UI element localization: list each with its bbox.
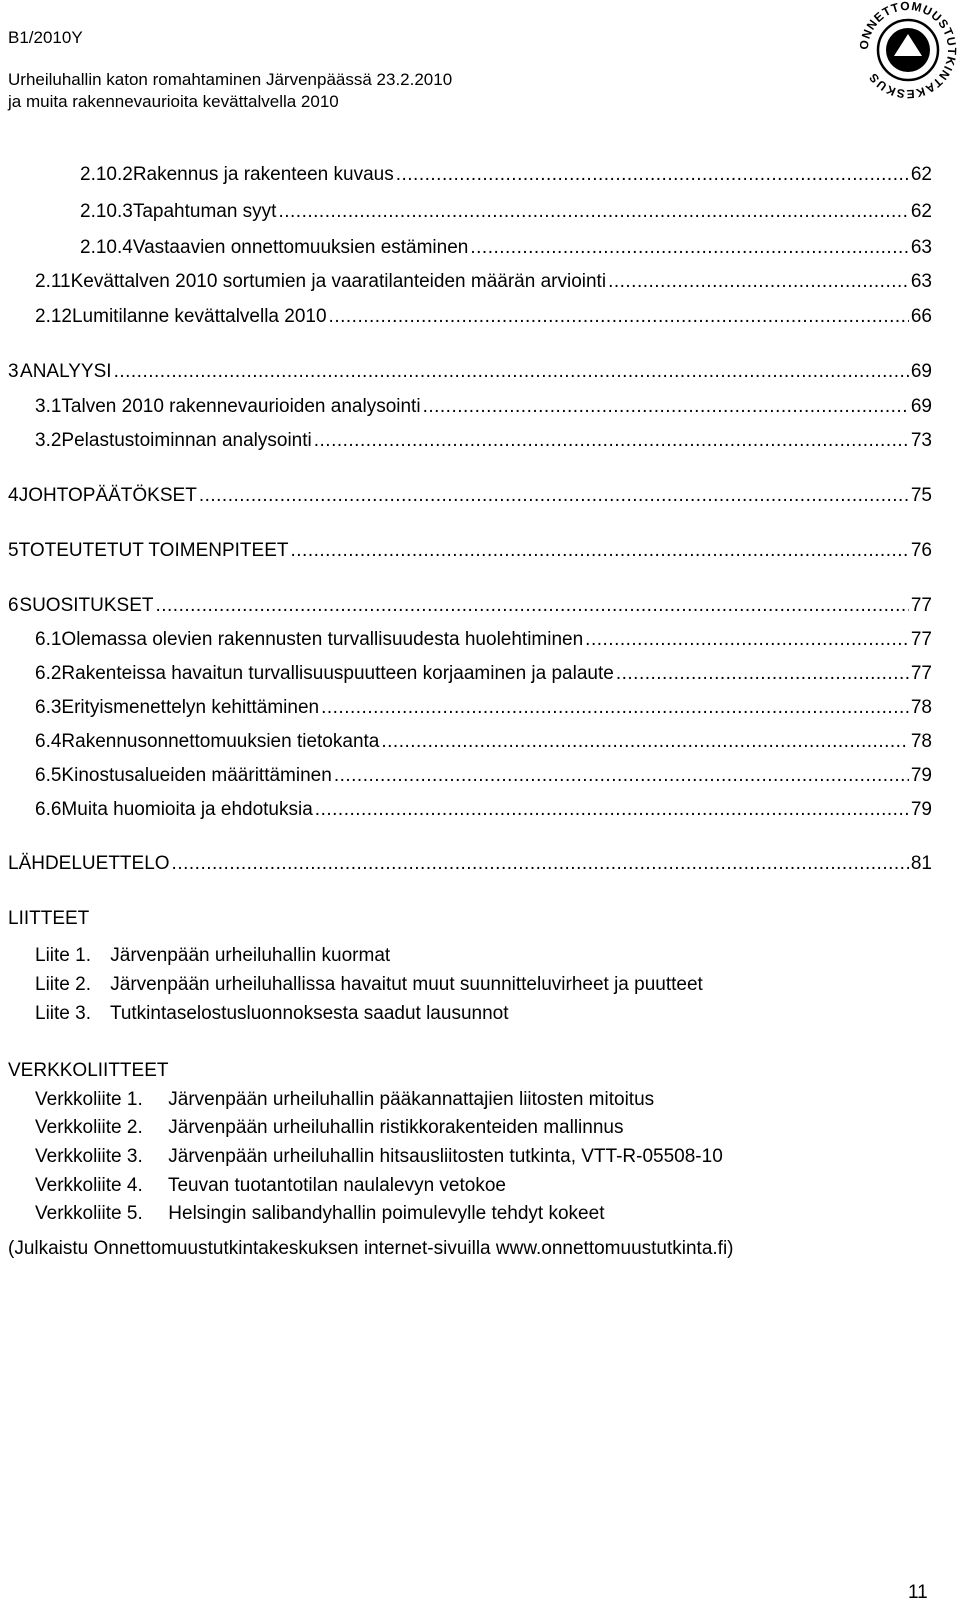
toc-page: 78 xyxy=(910,731,932,752)
toc-page: 63 xyxy=(910,237,932,258)
toc-page: 73 xyxy=(910,430,932,451)
toc-leader xyxy=(585,629,909,651)
toc-page: 77 xyxy=(910,629,932,650)
toc-leader xyxy=(290,540,908,562)
toc-leader xyxy=(155,595,908,617)
toc-entry[interactable] xyxy=(8,540,932,562)
toc-label: Muita huomioita ja ehdotuksia xyxy=(61,799,313,820)
toc-entry[interactable] xyxy=(35,799,932,821)
page-number: 11 xyxy=(908,1582,928,1603)
toc-page: 79 xyxy=(910,799,932,820)
toc-entry[interactable] xyxy=(35,765,932,787)
toc-page: 66 xyxy=(910,306,932,327)
toc-label: Vastaavien onnettomuuksien estäminen xyxy=(132,237,469,258)
toc-page: 62 xyxy=(910,201,932,222)
header-title-line1: Urheiluhallin katon romahtaminen Järvenpäässä 23.2.2010 xyxy=(8,70,453,89)
appendix-item[interactable] xyxy=(35,945,390,967)
toc-page: 75 xyxy=(910,485,932,506)
toc-entry[interactable] xyxy=(8,485,932,507)
appendix-text: Tutkintaselostusluonnoksesta saadut lausunnot xyxy=(109,1003,509,1024)
toc-page: 69 xyxy=(910,361,932,382)
toc-page: 76 xyxy=(910,540,932,561)
web-appendix-text: Järvenpään urheiluhallin pääkannattajien liitosten mitoitus xyxy=(168,1089,655,1110)
toc-number: 2.11 xyxy=(35,271,71,292)
web-appendices-heading: VERKKOLIITTEET xyxy=(8,1060,169,1081)
toc-entry[interactable] xyxy=(35,271,932,293)
web-appendix-item[interactable] xyxy=(35,1175,506,1197)
toc-label: ANALYYSI xyxy=(20,361,112,382)
toc-page: 81 xyxy=(910,853,932,874)
toc-entry[interactable] xyxy=(35,306,932,328)
web-appendix-item[interactable] xyxy=(35,1146,723,1168)
toc-number: 6.6 xyxy=(35,799,62,820)
toc-number: 6.1 xyxy=(35,629,62,650)
toc-page: 63 xyxy=(910,271,932,292)
onnettomuustutkintakeskus-logo xyxy=(856,0,960,100)
appendix-prefix: Liite 1. xyxy=(35,945,91,966)
toc-label: Olemassa olevien rakennusten turvallisuudesta huolehtiminen xyxy=(61,629,584,650)
web-appendix-item[interactable] xyxy=(35,1203,604,1225)
web-appendix-item[interactable] xyxy=(35,1117,623,1139)
toc-leader xyxy=(396,164,909,186)
appendix-text: Järvenpään urheiluhallissa havaitut muut suunnitteluvirheet ja puutteet xyxy=(110,974,703,995)
toc-leader xyxy=(423,396,909,418)
web-appendix-text: Teuvan tuotantotilan naulalevyn vetokoe xyxy=(167,1175,506,1196)
toc-entry[interactable] xyxy=(35,396,932,418)
web-appendix-prefix: Verkkoliite 1. xyxy=(35,1089,143,1110)
toc-entry[interactable] xyxy=(8,853,932,875)
appendix-item[interactable] xyxy=(35,1003,509,1025)
toc-label: LÄHDELUETTELO xyxy=(8,853,170,874)
document-code: B1/2010Y xyxy=(8,28,83,47)
toc-page: 77 xyxy=(910,663,932,684)
toc-label: Rakennus ja rakenteen kuvaus xyxy=(132,164,394,185)
toc-entry[interactable] xyxy=(35,629,932,651)
toc-number: 3.1 xyxy=(35,396,62,417)
toc-leader xyxy=(329,306,909,328)
toc-leader xyxy=(315,799,909,821)
toc-label: Talven 2010 rakennevaurioiden analysointi xyxy=(61,396,421,417)
toc-label: TOTEUTETUT TOIMENPITEET xyxy=(18,540,289,561)
toc-label: Erityismenettelyn kehittäminen xyxy=(61,697,320,718)
toc-number: 5 xyxy=(8,540,19,561)
toc-leader xyxy=(114,361,909,383)
toc-label: Tapahtuman syyt xyxy=(132,201,277,222)
toc-label: SUOSITUKSET xyxy=(19,595,154,616)
toc-entry[interactable] xyxy=(35,430,932,452)
appendix-prefix: Liite 3. xyxy=(35,1003,91,1024)
appendix-text: Järvenpään urheiluhallin kuormat xyxy=(110,945,391,966)
toc-label: Pelastustoiminnan analysointi xyxy=(61,430,312,451)
toc-label: JOHTOPÄÄTÖKSET xyxy=(18,485,197,506)
logo-text: ONNETTOMUUSTUTKINTAKESKUS xyxy=(856,0,960,100)
toc-leader xyxy=(470,237,909,259)
toc-page: 77 xyxy=(910,595,932,616)
web-appendix-text: Järvenpään urheiluhallin hitsausliitosten tutkinta, VTT-R-05508-10 xyxy=(168,1146,723,1167)
toc-page: 79 xyxy=(910,765,932,786)
toc-number: 3 xyxy=(8,361,19,382)
toc-number: 6 xyxy=(8,595,19,616)
toc-page: 62 xyxy=(910,164,932,185)
web-appendix-prefix: Verkkoliite 2. xyxy=(35,1117,143,1138)
web-appendix-prefix: Verkkoliite 5. xyxy=(35,1203,143,1224)
toc-entry[interactable] xyxy=(35,731,932,753)
appendices-heading: LIITTEET xyxy=(8,908,90,929)
toc-label: Kinostusalueiden määrittäminen xyxy=(61,765,332,786)
toc-number: 2.10.2 xyxy=(80,164,133,185)
toc-leader xyxy=(321,697,909,719)
toc-page: 78 xyxy=(910,697,932,718)
toc-number: 2.10.3 xyxy=(80,201,133,222)
toc-number: 6.3 xyxy=(35,697,62,718)
toc-page: 69 xyxy=(910,396,932,417)
toc-leader xyxy=(616,663,909,685)
web-appendix-prefix: Verkkoliite 4. xyxy=(35,1175,143,1196)
toc-leader xyxy=(172,853,909,875)
appendix-item[interactable] xyxy=(35,974,703,996)
toc-leader xyxy=(334,765,909,787)
publication-note: (Julkaistu Onnettomuustutkintakeskuksen internet-sivuilla www.onnettomuustutkinta.fi) xyxy=(8,1238,734,1259)
toc-entry[interactable] xyxy=(35,697,932,719)
toc-entry[interactable] xyxy=(80,201,932,223)
web-appendix-text: Helsingin salibandyhallin poimulevylle tehdyt kokeet xyxy=(168,1203,605,1224)
web-appendix-prefix: Verkkoliite 3. xyxy=(35,1146,143,1167)
toc-leader xyxy=(314,430,909,452)
toc-number: 2.10.4 xyxy=(80,237,133,258)
web-appendix-item[interactable] xyxy=(35,1089,654,1111)
toc-label: Rakenteissa havaitun turvallisuuspuutteen korjaaminen ja palaute xyxy=(61,663,614,684)
toc-number: 6.5 xyxy=(35,765,62,786)
toc-label: Lumitilanne kevättalvella 2010 xyxy=(71,306,327,327)
toc-number: 2.12 xyxy=(35,306,72,327)
toc-number: 6.4 xyxy=(35,731,62,752)
toc-label: Rakennusonnettomuuksien tietokanta xyxy=(61,731,380,752)
toc-leader xyxy=(199,485,909,507)
toc-entry[interactable] xyxy=(80,164,932,186)
toc-label: Kevättalven 2010 sortumien ja vaaratilanteiden määrän arviointi xyxy=(70,271,607,292)
toc-leader xyxy=(381,731,909,753)
toc-entry[interactable] xyxy=(35,663,932,685)
toc-number: 3.2 xyxy=(35,430,62,451)
toc-entry[interactable] xyxy=(8,595,932,617)
toc-number: 6.2 xyxy=(35,663,62,684)
toc-entry[interactable] xyxy=(80,237,932,259)
web-appendix-text: Järvenpään urheiluhallin ristikkorakenteiden mallinnus xyxy=(168,1117,624,1138)
header-title-line2: ja muita rakennevaurioita kevättalvella 2010 xyxy=(8,92,339,111)
appendix-prefix: Liite 2. xyxy=(35,974,91,995)
toc-leader xyxy=(278,201,908,223)
toc-leader xyxy=(608,271,909,293)
toc-number: 4 xyxy=(8,485,19,506)
toc-entry[interactable] xyxy=(8,361,932,383)
